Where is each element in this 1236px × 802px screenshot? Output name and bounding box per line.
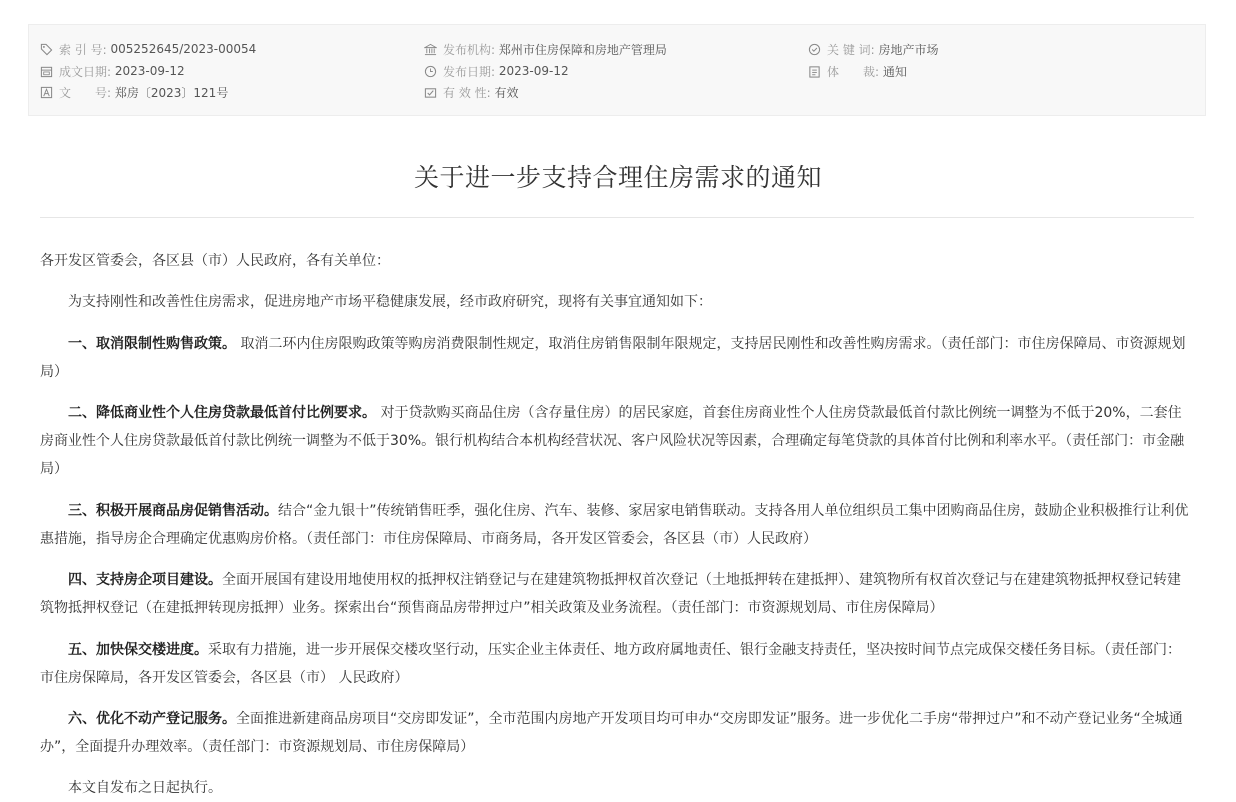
section-text: 采取有力措施，进一步开展保交楼攻坚行动，压实企业主体责任、地方政府属地责任、银行金融支持责任，坚决按时间节点完成保交楼任务目标。（责任部门：市住房保障局，各开发区管委会，各区县（市） 人民政府） xyxy=(40,642,1181,686)
page-title: 关于进一步支持合理住房需求的通知 xyxy=(413,163,822,192)
section-heading: 三、积极开展商品房促销售活动。 xyxy=(68,503,278,519)
institution-icon xyxy=(424,43,437,56)
meta-keyword: 关 键 词: 房地产市场 xyxy=(808,41,939,57)
section-text: 对于贷款购买商品住房（含存量住房）的居民家庭，首套住房商业性个人住房贷款最低首付款比例统一调整为不低于20%，二套住房商业性个人住房贷款最低首付款比例统一调整为不低于30%。银行机构结合本机构经营状况、客户风险状况等因素，合理确定每笔贷款的具体首付比例和利率水平。（责任部门：市金融局） xyxy=(40,405,1185,477)
meta-index-number: 索 引 号: 005252645/2023-00054 xyxy=(40,41,256,57)
calendar-icon xyxy=(40,65,53,78)
section-text: 结合“金九银十”传统销售旺季，强化住房、汽车、装修、家居家电销售联动。支持各用人单位组织员工集中团购商品住房，鼓励企业积极推行让利优惠措施，指导房企合理确定优惠购房价格。（责任部门：市住房保障局、市商务局，各开发区管委会，各区县（市）人民政府） xyxy=(40,503,1189,547)
meta-validity: 有 效 性: 有效 xyxy=(424,84,519,100)
title-divider xyxy=(40,217,1194,218)
intro-paragraph: 为支持刚性和改善性住房需求，促进房地产市场平稳健康发展，经市政府研究，现将有关事宜通知如下： xyxy=(68,294,712,310)
clipboard-icon xyxy=(808,65,821,78)
salutation: 各开发区管委会，各区县（市）人民政府，各有关单位： xyxy=(40,253,390,269)
check-circle-icon xyxy=(808,43,821,56)
meta-publish-date: 发布日期: 2023-09-12 xyxy=(424,63,569,79)
section-heading: 二、降低商业性个人住房贷款最低首付比例要求。 xyxy=(68,405,376,421)
meta-written-date: 成文日期: 2023-09-12 xyxy=(40,63,185,79)
section-paragraph xyxy=(40,497,1194,553)
tag-icon xyxy=(40,43,53,56)
section-text: 全面推进新建商品房项目“交房即发证”，全市范围内房地产开发项目均可申办“交房即发证”服务。进一步优化二手房“带押过户”和不动产登记业务“全城通办”，全面提升办理效率。（责任部门：市资源规划局、市住房保障局） xyxy=(40,711,1183,755)
meta-genre: 体 裁: 通知 xyxy=(808,63,907,79)
section-paragraph xyxy=(40,330,1194,386)
section-text: 取消二环内住房限购政策等购房消费限制性规定，取消住房销售限制年限规定，支持居民刚性和改善性购房需求。（责任部门：市住房保障局、市资源规划局） xyxy=(40,336,1186,380)
section-paragraph xyxy=(40,399,1194,483)
section-paragraph xyxy=(40,636,1194,692)
document-metadata-panel xyxy=(28,24,1206,116)
meta-document-number: 文 号: 郑房〔2023〕121号 xyxy=(40,84,228,100)
section-heading: 一、取消限制性购售政策。 xyxy=(68,336,236,352)
document-number-icon xyxy=(40,86,53,99)
section-paragraph xyxy=(40,705,1194,761)
section-text: 全面开展国有建设用地使用权的抵押权注销登记与在建建筑物抵押权首次登记（土地抵押转在建抵押）、建筑物所有权首次登记与在建建筑物抵押权登记转建筑物抵押权登记（在建抵押转现房抵押）业务。探索出台“预售商品房带押过户”相关政策及业务流程。（责任部门：市资源规划局、市住房保障局） xyxy=(40,572,1181,616)
section-heading: 四、支持房企项目建设。 xyxy=(68,572,222,588)
section-heading: 六、优化不动产登记服务。 xyxy=(68,711,236,727)
clock-icon xyxy=(424,65,437,78)
section-paragraph xyxy=(40,566,1194,622)
meta-issuer: 发布机构: 郑州市住房保障和房地产管理局 xyxy=(424,41,667,57)
closing-paragraph: 本文自发布之日起执行。 xyxy=(68,780,222,796)
section-heading: 五、加快保交楼进度。 xyxy=(68,642,208,658)
validity-icon xyxy=(424,86,437,99)
